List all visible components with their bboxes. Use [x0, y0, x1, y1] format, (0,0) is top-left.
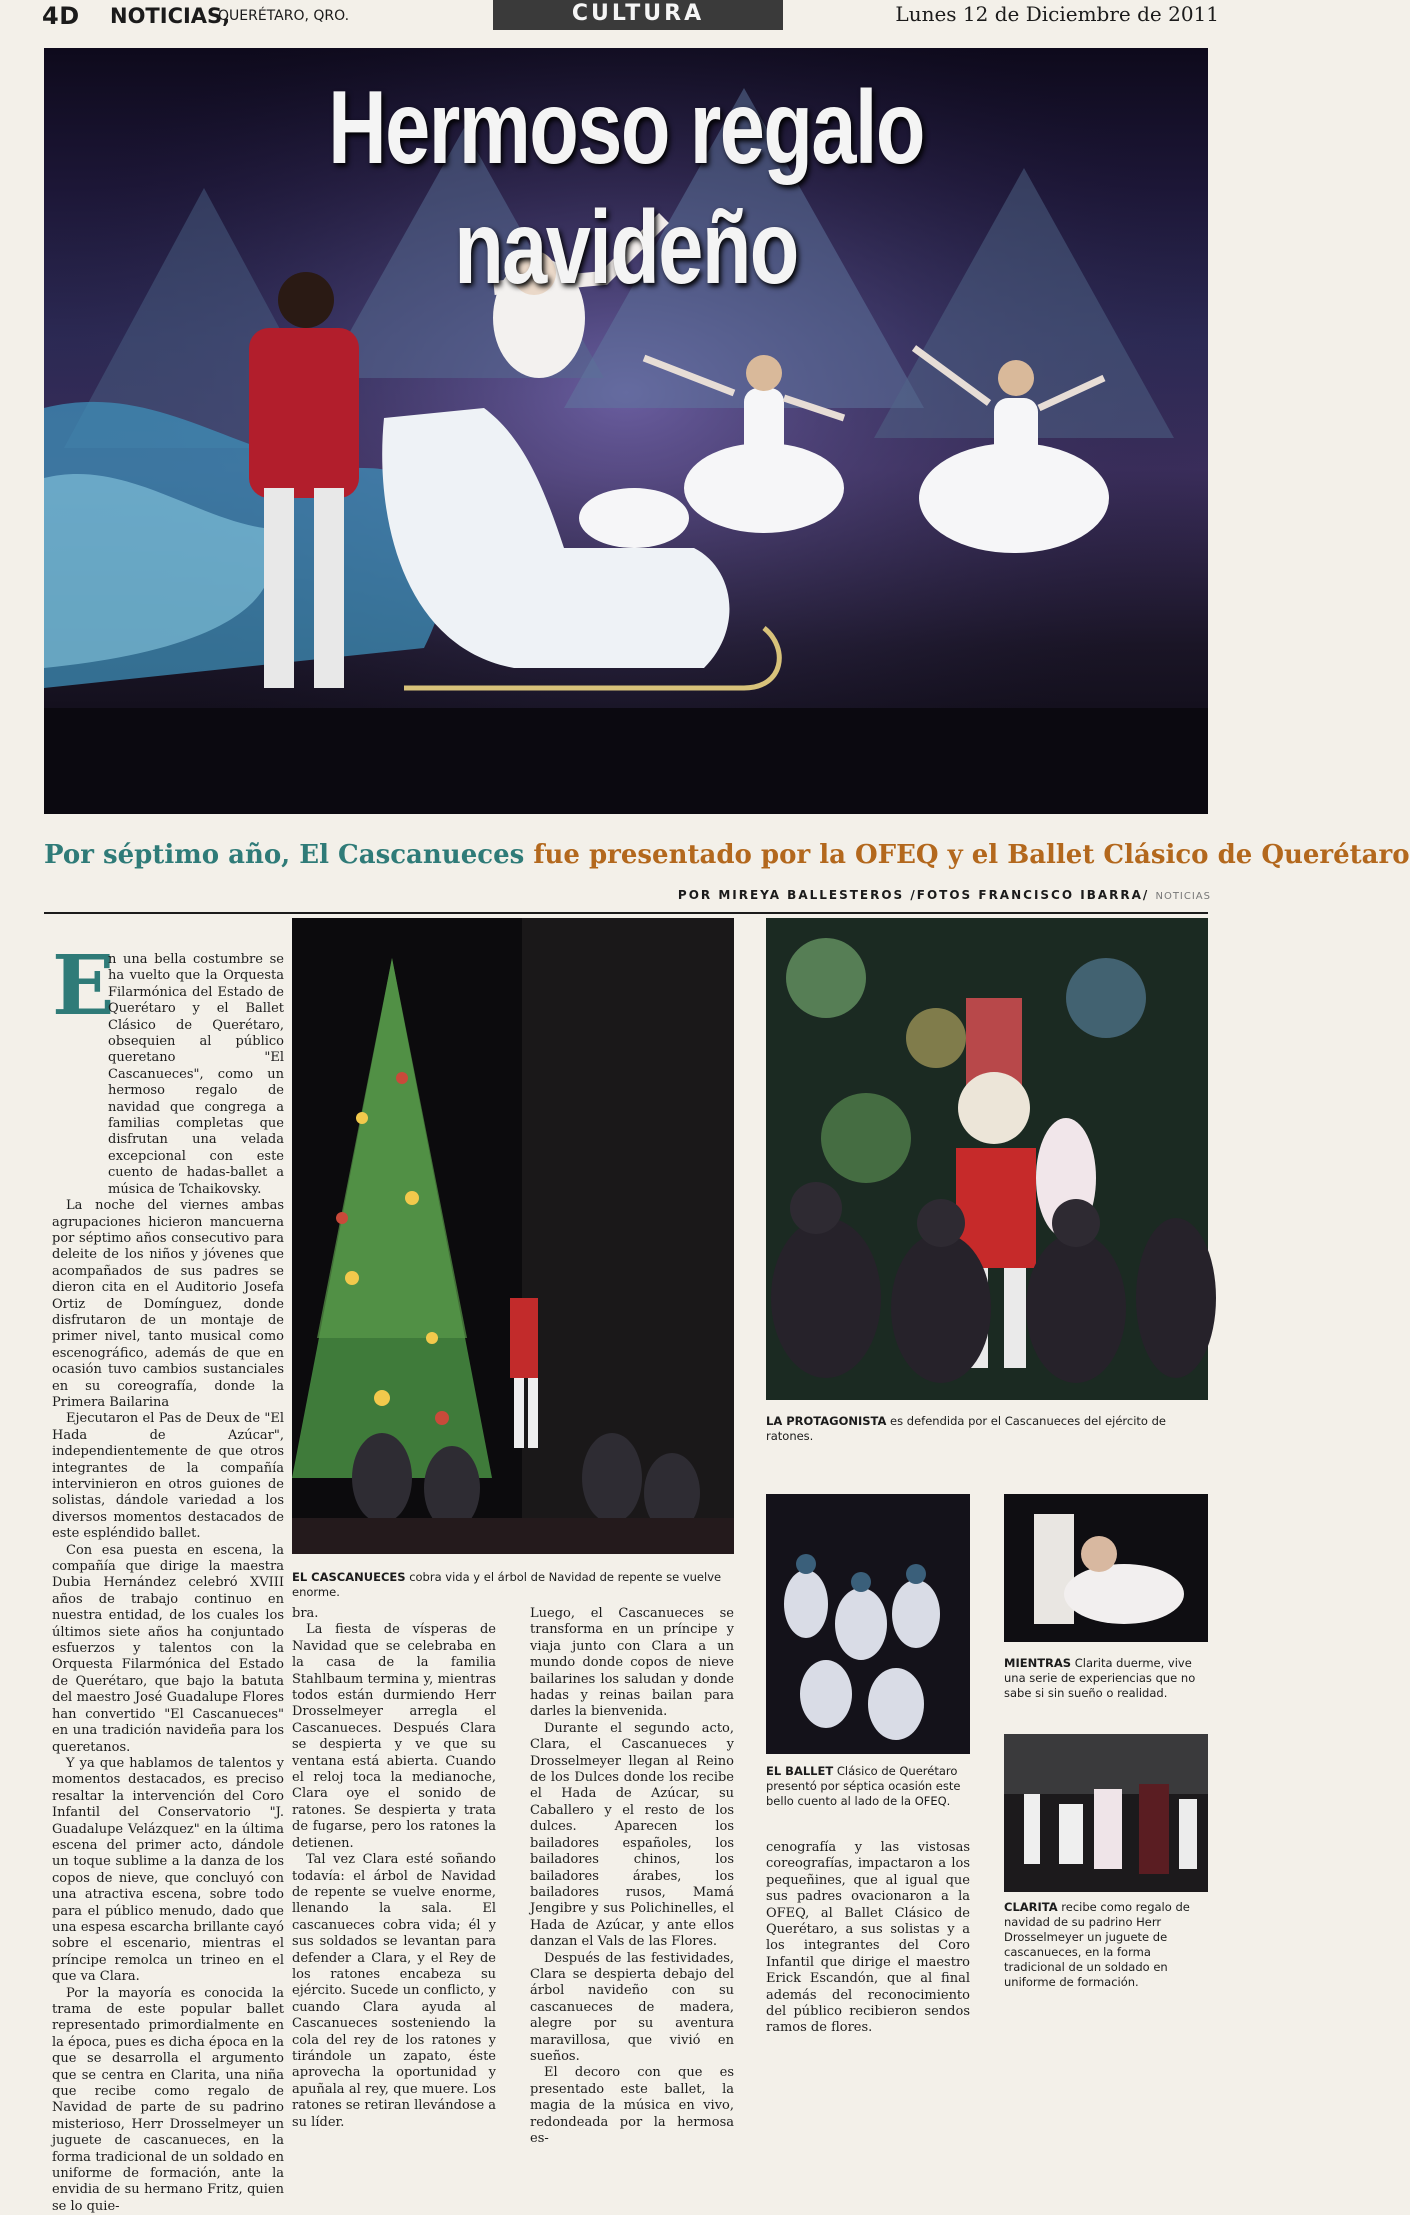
- subheadline-part2: fue presentado por la OFEQ y el Ballet Clásico de Querétaro: [533, 840, 1410, 870]
- subheadline-part1: Por séptimo año, El Cascanueces: [44, 840, 534, 870]
- paragraph: La fiesta de vísperas de Navidad que se celebraba en la casa de la familia Stahlbaum termina y, mientras todos están durmiendo Herr Drosselmeyer arregla el Cascanueces. Después Clara se despierta y ve que su ventana está abierta. Cuando el reloj toca la medianoche, Clara oye el sonido de ratones. Se despierta y trata de fugarse, pero los ratones la detienen.: [292, 1622, 496, 1851]
- paragraph: Ejecutaron el Pas de Deux de "El Hada de Azúcar", independientemente de que otros integrantes de la compañía intervinieron en otros guiones de solistas, dándole variedad a los diversos momentos destacados de este espléndido ballet.: [52, 1411, 284, 1542]
- ballet-group-illustration: [766, 1494, 970, 1754]
- paragraph: Con esa puesta en escena, la compañía que dirige la maestra Dubia Hernández celebró XVIII años de trabajo continuo en nuestra entidad, de los cuales los últimos siete años ha conjuntado esfuerzos y talentos con la Orquesta Filarmónica del Estado de Querétaro, que bajo la batuta del maestro José Guadalupe Flores han convertido "El Cascanueces" en una tradición navideña para los queretanos.: [52, 1542, 284, 1755]
- article-column-4: [766, 1840, 970, 2037]
- caption-lead: EL CASCANUECES: [292, 1570, 406, 1584]
- caption-text: Clarita duerme, vive una serie de experiencias que no sabe si sin sueño o realidad.: [1004, 1656, 1196, 1700]
- caption-lead: CLARITA: [1004, 1900, 1058, 1914]
- byline-text: POR MIREYA BALLESTEROS /FOTOS FRANCISCO IBARRA/: [677, 888, 1156, 902]
- caption-lead: EL BALLET: [766, 1764, 834, 1778]
- caption-clarita: [1004, 1900, 1208, 1990]
- byline: [678, 888, 1211, 902]
- paragraph: Luego, el Cascanueces se transforma en un príncipe y viaja junto con Clara a un mundo donde copos de nieve bailarines los saludan y donde hadas y reinas bailan para darles la bienvenida.: [530, 1606, 734, 1720]
- article-column-1: [52, 938, 284, 2215]
- caption-mientras: [1004, 1656, 1208, 1701]
- paragraph: Por la mayoría es conocida la trama de este popular ballet representado primordialmente en la época, pues es dicha época en la que se desarrolla el argumento que se centra en Clarita, una niña que recibe como regalo de Navidad de parte de su padrino misterioso, Herr Drosselmeyer un juguete de cascanueces, en la forma tradicional de un soldado en uniforme de formación, ante la envidia de su hermano Fritz, quien se lo quie-: [52, 1985, 284, 2214]
- caption-lead: LA PROTAGONISTA: [766, 1414, 887, 1428]
- divider-rule: [44, 912, 1208, 914]
- issue-date: Lunes 12 de Diciembre de 2011: [895, 2, 1219, 26]
- subheadline: [44, 840, 1410, 870]
- christmas-tree-illustration: [292, 918, 734, 1554]
- photo-ballet-group: [766, 1494, 970, 1754]
- photo-sleeping-clara: [1004, 1494, 1208, 1642]
- byline-outlet: NOTICIAS: [1155, 891, 1211, 902]
- drop-cap: E: [52, 938, 115, 1034]
- caption-lead: MIENTRAS: [1004, 1656, 1072, 1670]
- paragraph: cenografía y las vistosas coreografías, impactaron a los pequeñines, que al igual que sus padres ovacionaron a la OFEQ, al Ballet Clásico de Querétaro, a sus solistas y a los integrantes del Coro Infantil que dirige el maestro Erick Escandón, que al final además del reconocimiento del público recibieron sendos ramos de flores.: [766, 1840, 970, 2036]
- caption-protagonist: [766, 1414, 1208, 1444]
- article-column-2: [292, 1606, 496, 2131]
- hero-photo: [44, 48, 1208, 814]
- section-band: CULTURA: [493, 0, 783, 30]
- paragraph: Durante el segundo acto, Clara, el Cascanueces y Drosselmeyer llegan al Reino de los Dulces donde los recibe el Hada de Azúcar, su Caballero y el resto de los dulces. Aparecen los bailadores españoles, los bailadores chinos, los bailadores árabes, los bailadores rusos, Mamá Jengibre y sus Polichinelles, el Hada de Azúcar, y ante ellos danzan el Vals de las Flores.: [530, 1720, 734, 1950]
- caption-tree: [292, 1570, 734, 1600]
- caption-text: cobra vida y el árbol de Navidad de repente se vuelve enorme.: [292, 1570, 722, 1599]
- paragraph: Y ya que hablamos de talentos y momentos destacados, es preciso resaltar la intervención del Coro Infantil del Conservatorio "J. Guadalupe Velázquez" en la última escena del primer acto, dándole un toque sublime a la danza de los copos de nieve, que concluyó con una atractiva escena, sobre todo para el público menudo, dado que una espesa escarcha brillante cayó sobre el escenario, mientras el príncipe remolca un trineo en el que va Clara.: [52, 1755, 284, 1985]
- photo-christmas-tree: [292, 918, 734, 1554]
- caption-text: recibe como regalo de navidad de su padrino Herr Drosselmeyer un juguete de cascanueces, en la forma tradicional de un soldado en uniforme de formación.: [1004, 1900, 1190, 1989]
- caption-ballet: [766, 1764, 970, 1809]
- photo-clarita-gift: [1004, 1734, 1208, 1892]
- paragraph: Tal vez Clara esté soñando todavía: el árbol de Navidad de repente se vuelve enorme, llenando la sala. El cascanueces cobra vida; él y sus soldados se levantan para defender a Clara, y el Rey de los ratones encabeza su ejército. Sucede un conflicto, y cuando Clara ayuda al Cascanueces sosteniendo la cola del rey de los ratones y tirándole un zapato, éste aprovecha la oportunidad y apuñala al rey, que muere. Los ratones se retiran llevándose a su líder.: [292, 1852, 497, 2130]
- headline: Hermoso regalo navideño: [328, 70, 924, 306]
- caption-text: es defendida por el Cascanueces del ejército de ratones.: [766, 1414, 1166, 1443]
- clarita-gift-illustration: [1004, 1734, 1208, 1892]
- photo-protagonist: [766, 918, 1208, 1400]
- newspaper-city: QUERÉTARO, QRO.: [218, 8, 350, 24]
- paragraph: Después de las festividades, Clara se despierta debajo del árbol navideño con su cascanueces de madera, alegre por su aventura maravillosa, que vivió en sueños.: [530, 1950, 734, 2064]
- article-column-3: [530, 1606, 734, 2147]
- page-number: 4D: [42, 2, 80, 30]
- newspaper-name: NOTICIAS,: [110, 4, 231, 28]
- paragraph: La noche del viernes ambas agrupaciones hicieron mancuerna por séptimo años consecutivo para deleite de los niños y jóvenes que acompañados de sus padres se dieron cita en el Auditorio Josefa Ortiz de Domínguez, donde disfrutaron de un montaje de primer nivel, tanto musical como escenográfico, además de que en ocasión tuvo cambios sustanciales en su coreografía, donde la Primera Bailarina: [52, 1198, 284, 1410]
- paragraph: bra.: [292, 1606, 319, 1621]
- paragraph: El decoro con que es presentado este ballet, la magia de la música en vivo, redondeada por la hermosa es-: [530, 2065, 734, 2146]
- protagonist-illustration: [766, 918, 1208, 1400]
- sleeping-clara-illustration: [1004, 1494, 1208, 1642]
- caption-text: Clásico de Querétaro presentó por séptica ocasión este bello cuento al lado de la OFEQ.: [766, 1764, 961, 1808]
- paragraph: n una bella costumbre se ha vuelto que la Orquesta Filarmónica del Estado de Querétaro y el Ballet Clásico de Querétaro, obsequien al público queretano "El Cascanueces", como un hermoso regalo de navidad que congrega a familias completas que disfrutan una velada excepcional con este cuento de hadas-ballet a música de Tchaikovsky.: [108, 952, 284, 1197]
